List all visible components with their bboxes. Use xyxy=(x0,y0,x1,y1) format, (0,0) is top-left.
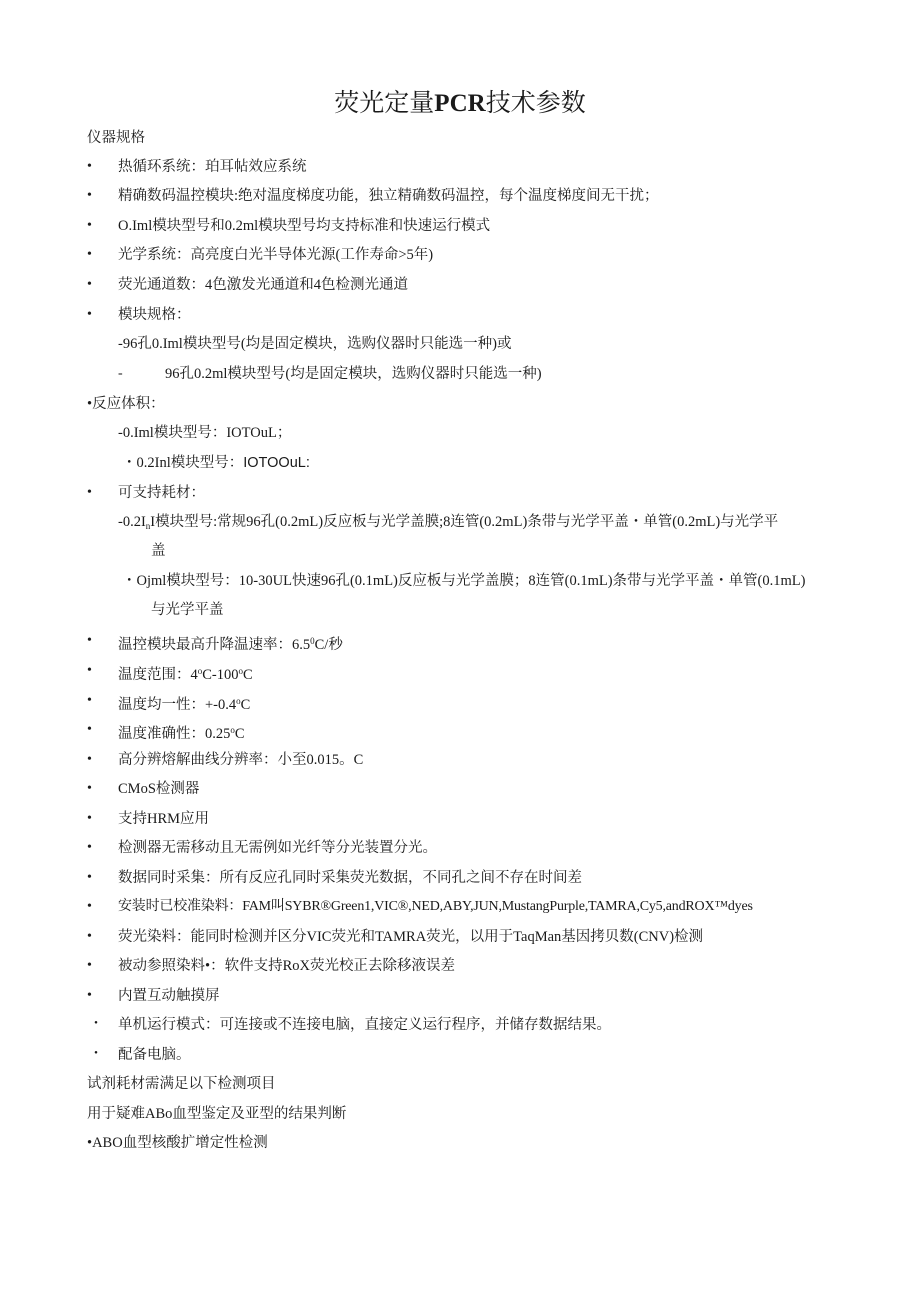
spec-text: C-100 xyxy=(202,667,239,683)
title-part-bold: PCR xyxy=(434,90,486,117)
bullet: ・ xyxy=(89,1017,103,1032)
consumable-continuation: 与光学平盖 xyxy=(151,602,224,618)
bullet: • xyxy=(87,988,92,1003)
bullet: • xyxy=(87,159,92,174)
spec-item xyxy=(118,631,343,655)
bullet: • xyxy=(87,693,92,708)
spec-item: CMoS检测器 xyxy=(118,781,200,797)
spec-item: 可支持耗材： xyxy=(118,485,205,501)
page-title xyxy=(0,87,920,121)
bullet: • xyxy=(87,929,92,944)
bullet: • xyxy=(87,870,92,885)
bullet: • xyxy=(87,277,92,292)
spec-item: 支持HRM应用 xyxy=(118,811,210,827)
spec-text: 温度范围：4 xyxy=(118,667,198,683)
spec-item: 光学系统：高亮度白光半导体光源(工作寿命>5年) xyxy=(118,247,434,263)
spec-text: C xyxy=(240,697,251,713)
spec-item xyxy=(118,720,245,744)
superscript: o xyxy=(238,666,243,676)
spec-item: •反应体积： xyxy=(87,396,165,412)
reagent-paragraph: •ABO血型核酸扩增定性检测 xyxy=(87,1135,268,1151)
spec-text: 温控模块最高升降温速率：6.5 xyxy=(118,637,311,653)
consumable-option: ・Ojml模块型号：10-30UL快速96孔(0.1mL)反应板与光学盖膜；8连管(0.1mL)条带与光学平盖・单管(0.1mL) xyxy=(122,573,806,589)
bullet: • xyxy=(87,663,92,678)
bullet: • xyxy=(87,840,92,855)
spec-item: 热循环系统：珀耳帖效应系统 xyxy=(118,159,307,175)
bullet: • xyxy=(87,781,92,796)
bullet: • xyxy=(87,307,92,322)
spec-item xyxy=(118,661,253,685)
spec-text: C xyxy=(243,667,253,683)
consumable-text: I模块型号:常规96孔(0.2mL)反应板与光学盖膜;8连管(0.2mL)条带与光学平盖・单管(0.2mL)与光学平 xyxy=(150,514,779,530)
module-option: 96孔0.2ml模块型号(均是固定模块，选购仪器时只能选一种) xyxy=(165,366,542,382)
bullet: • xyxy=(87,899,92,914)
spec-item: 数据同时采集：所有反应孔同时采集荧光数据，不同孔之间不存在时间差 xyxy=(118,870,582,886)
bullet: ・ xyxy=(122,455,137,471)
spec-item: 检测器无需移动且无需例如光纤等分光装置分光。 xyxy=(118,840,437,856)
bullet: • xyxy=(87,958,92,973)
consumable-prefix: -0.2I xyxy=(118,514,146,530)
superscript: 0 xyxy=(310,636,315,646)
reagent-paragraph: 用于疑难ABo血型鉴定及亚型的结果判断 xyxy=(87,1106,347,1122)
bullet: • xyxy=(87,485,92,500)
spec-item: 模块规格： xyxy=(118,307,191,323)
spec-item: 被动参照染料•：软件支持RoX荧光校正去除移液误差 xyxy=(118,958,455,974)
spec-item: 内置互动触摸屏 xyxy=(118,988,220,1004)
superscript: o xyxy=(236,696,241,706)
spec-text: 温度均一性：+-0.4 xyxy=(118,697,237,713)
title-part-2: 技术参数 xyxy=(485,90,586,117)
spec-item: 单机运行模式：可连接或不连接电脑，直接定义运行程序，并储存数据结果。 xyxy=(118,1017,611,1033)
bullet: ・ xyxy=(89,1047,103,1062)
volume-option xyxy=(122,453,310,473)
spec-item: 荧光染料：能同时检测并区分VIC荧光和TAMRA荧光，以用于TaqMan基因拷贝数(CNV)检测 xyxy=(118,929,704,945)
section-heading-specs: 仪器规格 xyxy=(87,130,145,146)
bullet: • xyxy=(87,188,92,203)
bullet: • xyxy=(87,247,92,262)
module-option: -96孔0.Iml模块型号(均是固定模块，选购仪器时只能选一种)或 xyxy=(118,336,512,352)
spec-item: 安装时已校准染料：FAM叫SYBR®Green1,VIC®,NED,ABY,JUN,MustangPurple,TAMRA,Cy5,andROX™dyes xyxy=(118,899,753,914)
dash-marker: - xyxy=(118,366,123,381)
spec-item: O.Iml模块型号和0.2ml模块型号均支持标准和快速运行模式 xyxy=(118,218,491,234)
spec-item xyxy=(118,691,250,715)
spec-item: 精确数码温控模块:绝对温度梯度功能，独立精确数码温控，每个温度梯度间无干扰； xyxy=(118,188,659,204)
consumable-subscript: n xyxy=(145,521,151,531)
bullet: • xyxy=(87,722,92,737)
spec-text: 温度准确性：0.25 xyxy=(118,726,231,742)
bullet: • xyxy=(87,752,92,767)
spec-item: 荧光通道数：4色激发光通道和4色检测光通道 xyxy=(118,277,408,293)
bullet: • xyxy=(87,218,92,233)
section-heading-reagents: 试剂耗材需满足以下检测项目 xyxy=(87,1076,276,1092)
volume-option-value: IOTOOuL: xyxy=(243,455,310,471)
spec-text: C/秒 xyxy=(314,637,343,653)
consumable-option xyxy=(118,512,778,536)
spec-text: C xyxy=(234,726,245,742)
spec-item: 配备电脑。 xyxy=(118,1047,191,1063)
volume-option: -0.Iml模块型号：IOTOuL； xyxy=(118,425,292,441)
spec-item: 高分辨熔解曲线分辨率：小至0.015。C xyxy=(118,752,364,768)
bullet: • xyxy=(87,811,92,826)
title-part-1: 荧光定量 xyxy=(334,90,435,117)
bullet: • xyxy=(87,633,92,648)
volume-option-label: 0.2Inl模块型号： xyxy=(136,455,244,471)
superscript: o xyxy=(230,725,235,735)
superscript: o xyxy=(197,666,203,676)
consumable-continuation: 盖 xyxy=(151,543,166,559)
